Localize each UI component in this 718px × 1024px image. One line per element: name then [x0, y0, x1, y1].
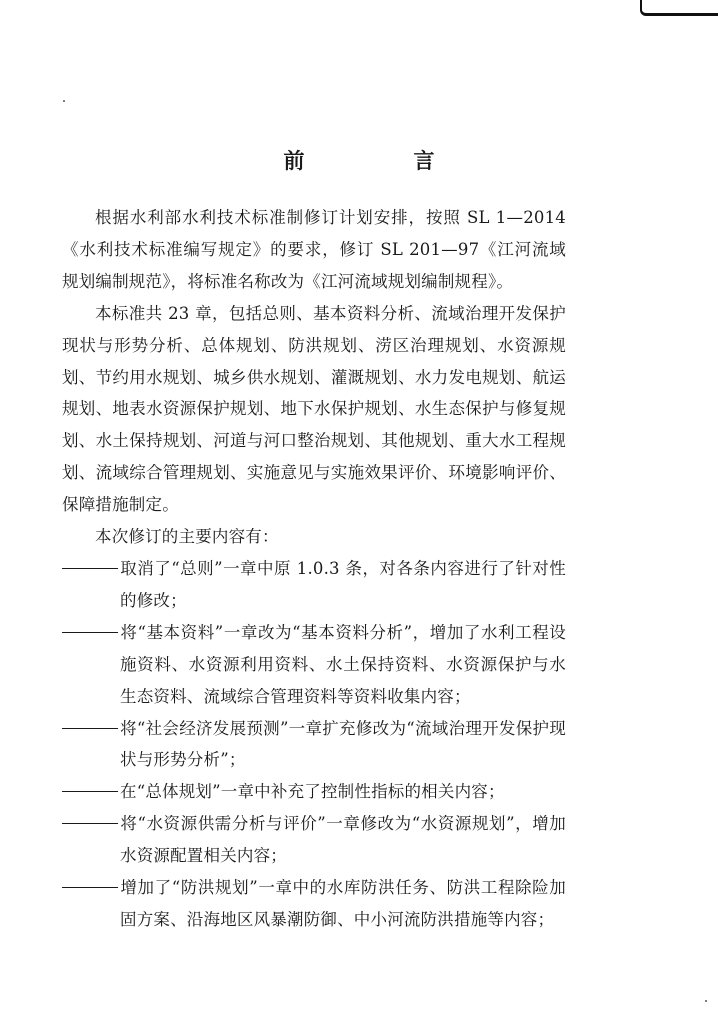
dash-marker [62, 632, 118, 633]
list-item-text: 取消了“总则”一章中原 1.0.3 条，对各条内容进行了针对性的修改； [120, 558, 566, 610]
list-item-text: 在“总体规划”一章中补充了控制性指标的相关内容； [120, 782, 505, 802]
page-title: 前 言 [283, 149, 479, 174]
list-intro: 本次修订的主要内容有： [95, 527, 279, 547]
list-item [62, 872, 566, 936]
list-item-text: 将“基本资料”一章改为“基本资料分析”，增加了水利工程设施资料、水资源利用资料、水土保持资料、水资源保护与水生态资料、流域综合管理资料等资料收集内容； [120, 622, 566, 706]
list-item [62, 713, 566, 777]
paragraph: 本标准共 23 章，包括总则、基本资料分析、流域治理开发保护现状与形势分析、总体规划、防洪规划、涝区治理规划、水资源规划、节约用水规划、城乡供水规划、灌溉规划、水力发电规划、航运规划、地表水资源保护规划、地下水保护规划、水生态保护与修复规划、水土保持规划、河道与河口整治规划、其他规划、重大水工程规划、流域综合管理规划、实施意见与实施效果评价、环境影响评价、保障措施制定。 [62, 303, 566, 515]
list-item-text: 增加了“防洪规划”一章中的水库防洪任务、防洪工程除险加固方案、沿海地区风暴潮防御、中小河流防洪措施等内容； [120, 878, 566, 929]
dash-marker [62, 887, 118, 888]
dash-marker [62, 728, 118, 729]
scan-edge-mark [640, 0, 718, 16]
scan-speck [63, 100, 65, 102]
list-item [62, 617, 566, 713]
dash-marker [62, 823, 118, 824]
list-item [62, 553, 566, 617]
scan-speck [705, 1000, 707, 1002]
revision-list [62, 553, 566, 936]
document-body [62, 202, 566, 936]
list-item [62, 808, 566, 872]
dash-marker [62, 568, 118, 569]
list-item-text: 将“水资源供需分析与评价”一章修改为“水资源规划”，增加水资源配置相关内容； [120, 814, 566, 866]
list-item [62, 776, 566, 808]
list-item-text: 将“社会经济发展预测”一章扩充修改为“流域治理开发保护现状与形势分析”； [120, 718, 566, 770]
dash-marker [62, 791, 118, 792]
paragraph: 根据水利部水利技术标准制修订计划安排，按照 SL 1—2014《水利技术标准编写规定》的要求，修订 SL 201—97《江河流域规划编制规范》，将标准名称改为《江河流域规划编制规程》。 [62, 208, 566, 291]
